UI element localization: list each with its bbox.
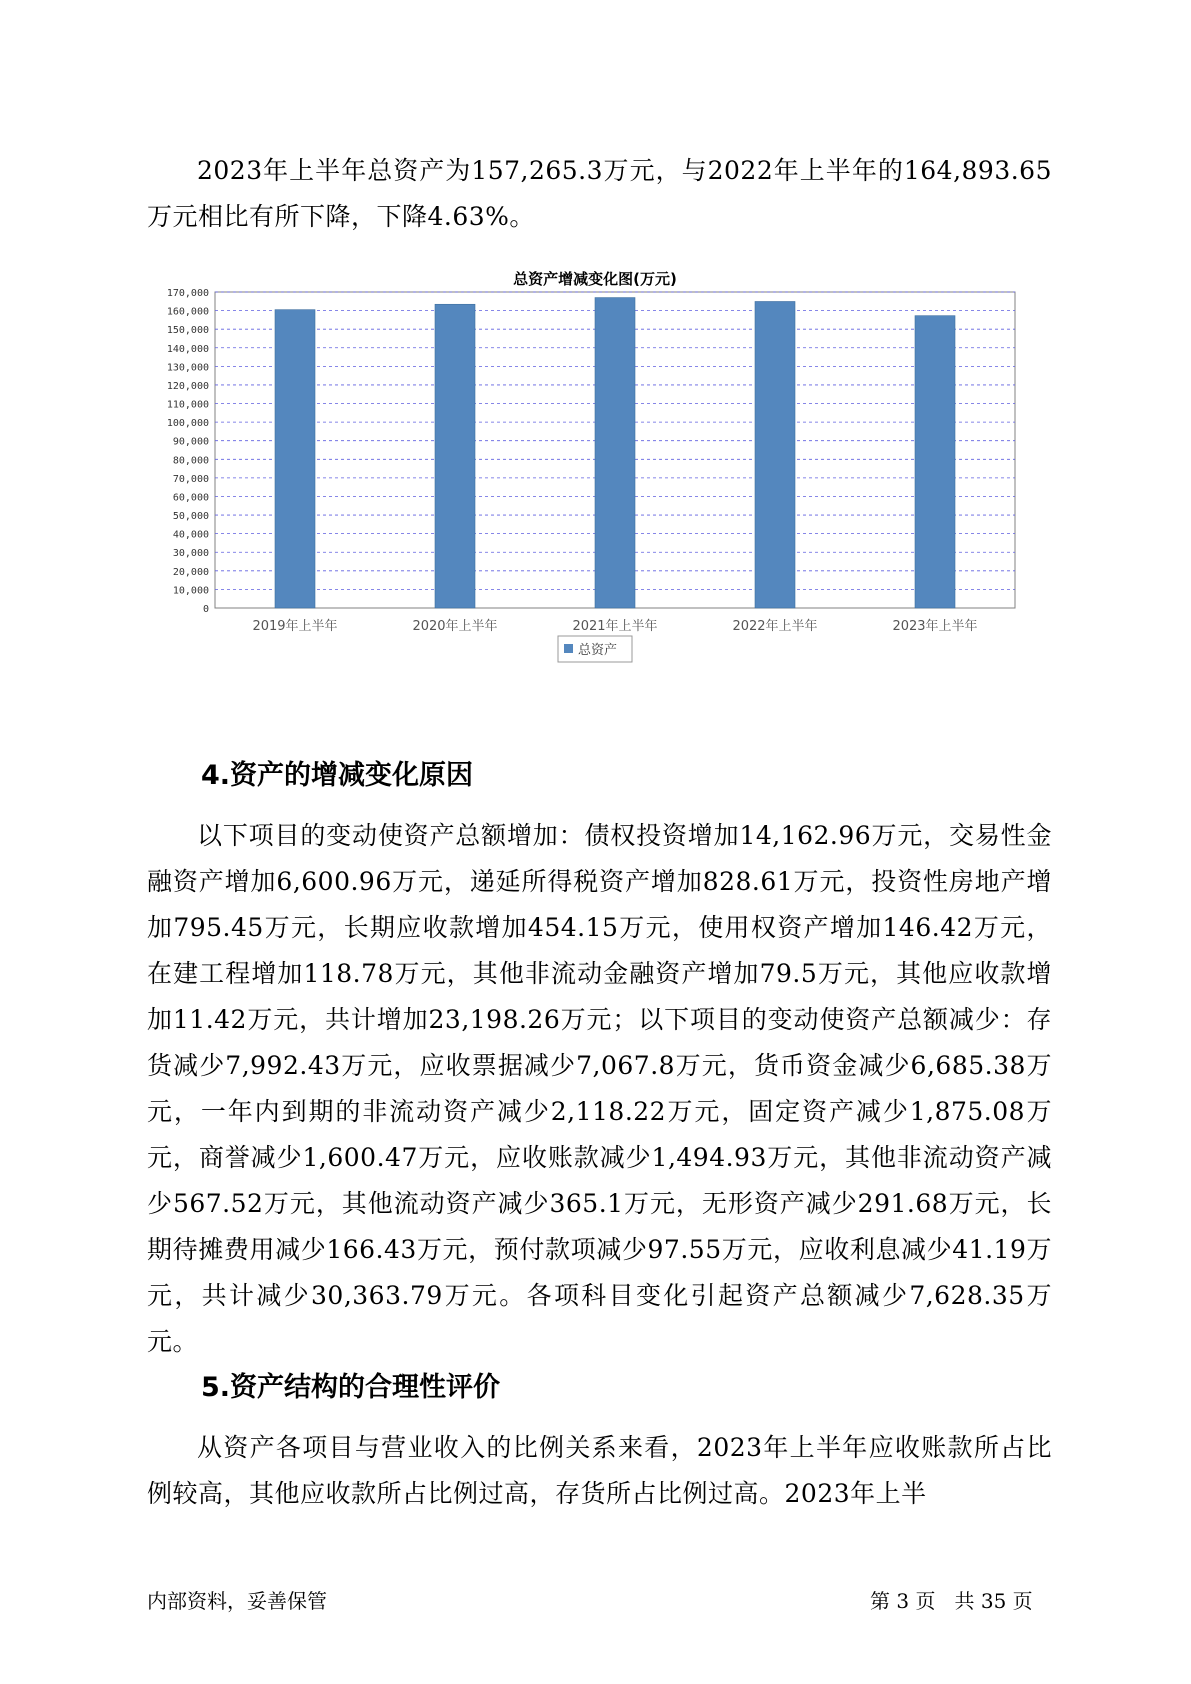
bar-4: [915, 316, 955, 608]
legend-swatch: [564, 644, 573, 653]
x-tick-label: 2019年上半年: [252, 619, 338, 634]
section-5-heading: 5.资产结构的合理性评价: [201, 1372, 501, 1403]
y-tick-label: 170,000: [166, 288, 209, 299]
chart-legend: [558, 636, 632, 662]
bar-0: [275, 310, 315, 608]
y-tick-label: 30,000: [172, 548, 209, 560]
x-tick-label: 2023年上半年: [892, 619, 978, 634]
y-tick-label: 100,000: [166, 418, 209, 430]
y-tick-label: 130,000: [166, 362, 209, 374]
y-tick-label: 160,000: [166, 306, 209, 318]
section-4-heading: 4.资产的增减变化原因: [201, 760, 474, 791]
x-tick-label: 2021年上半年: [572, 619, 658, 634]
legend-label: 总资产: [578, 643, 618, 658]
bar-3: [755, 301, 795, 608]
footer-confidential-note: 内部资料，妥善保管: [147, 1589, 327, 1613]
y-tick-label: 150,000: [166, 325, 209, 337]
x-tick-label: 2022年上半年: [732, 619, 818, 634]
y-tick-label: 140,000: [166, 343, 209, 355]
bars: [275, 298, 955, 608]
y-tick-label: 70,000: [172, 473, 209, 485]
bar-1: [435, 304, 475, 608]
y-tick-label: 10,000: [172, 585, 209, 597]
y-tick-label: 80,000: [172, 455, 209, 467]
x-axis: [252, 618, 977, 634]
y-tick-label: 110,000: [166, 399, 209, 411]
y-tick-label: 40,000: [172, 529, 209, 541]
intro-paragraph: 2023年上半年总资产为157,265.3万元，与2022年上半年的164,893.65万元相比有所下降，下降4.63%。: [147, 156, 1052, 231]
section-5-paragraph: 从资产各项目与营业收入的比例关系来看，2023年上半年应收账款所占比例较高，其他应收款所占比例过高，存货所占比例过高。2023年上半: [147, 1433, 1052, 1508]
y-tick-label: 20,000: [172, 566, 209, 578]
total-assets-bar-chart: [160, 262, 1030, 672]
y-tick-label: 90,000: [172, 436, 209, 448]
footer-page-number: 第 3 页 共 35 页: [870, 1589, 1033, 1613]
y-tick-label: 50,000: [172, 511, 209, 523]
x-tick-label: 2020年上半年: [412, 619, 498, 634]
y-tick-label: 0: [202, 604, 209, 615]
section-4-paragraph: 以下项目的变动使资产总额增加：债权投资增加14,162.96万元，交易性金融资产增加6,600.96万元，递延所得税资产增加828.61万元，投资性房地产增加795.45万元，长期应收款增加454.15万元，使用权资产增加146.42万元，在建工程增加118.78万元，其他非流动金融资产增加79.5万元，其他应收款增加11.42万元，共计增加23,198.26万元；以下项目的变动使资产总额减少：存货减少7,992.43万元，应收票据减少7,067.8万元，货币资金减少6,685.38万元，一年内到期的非流动资产减少2,118.22万元，固定资产减少1,875.08万元，商誉减少1,600.47万元，应收账款减少1,494.93万元，其他非流动资产减少567.52万元，其他流动资产减少365.1万元，无形资产减少291.68万元，长期待摊费用减少166.43万元，预付款项减少97.55万元，应收利息减少41.19万元，共计减少30,363.79万元。各项科目变化引起资产总额减少7,628.35万元。: [147, 821, 1052, 1356]
chart-title: 总资产增减变化图(万元): [513, 270, 677, 288]
y-tick-label: 120,000: [166, 380, 209, 392]
bar-2: [595, 298, 635, 608]
y-tick-label: 60,000: [172, 492, 209, 504]
y-axis: [167, 288, 209, 615]
